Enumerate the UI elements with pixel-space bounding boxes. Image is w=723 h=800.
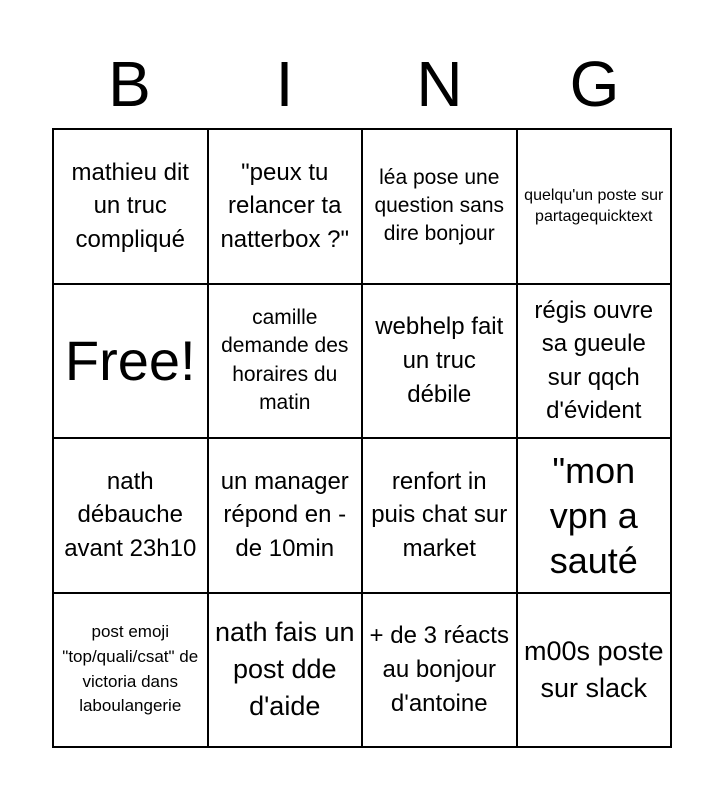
free-space-text: Free! <box>64 328 196 392</box>
cell-text: + de 3 réacts au bonjour d'antoine <box>369 622 509 717</box>
bingo-cell[interactable] <box>362 593 517 748</box>
bingo-cell[interactable] <box>53 129 208 284</box>
bingo-cell-free[interactable] <box>53 284 208 439</box>
bingo-cell[interactable] <box>362 129 517 284</box>
bingo-header <box>52 40 672 128</box>
cell-text: régis ouvre sa gueule sur qqch d'évident <box>534 296 654 425</box>
bingo-cell[interactable] <box>517 129 672 284</box>
header-letter-b: B <box>108 48 151 120</box>
bingo-cell[interactable] <box>208 593 363 748</box>
header-letter-i: I <box>275 48 294 120</box>
cell-text: quelqu'un poste sur partagequicktext <box>524 186 664 226</box>
bingo-board <box>52 128 672 748</box>
header-letter-n: N <box>416 48 463 120</box>
bingo-cell[interactable] <box>53 593 208 748</box>
bingo-cell[interactable] <box>208 129 363 284</box>
cell-text: webhelp fait un truc débile <box>375 313 504 408</box>
bingo-cell[interactable] <box>362 438 517 593</box>
bingo-cell[interactable] <box>208 438 363 593</box>
cell-text: nath fais un post dde d'aide <box>214 616 355 722</box>
bingo-cell[interactable] <box>517 284 672 439</box>
header-letter-g: G <box>569 48 620 120</box>
cell-text: un manager répond en -de 10min <box>220 467 349 563</box>
cell-text: m00s poste sur slack <box>523 635 664 703</box>
bingo-cell[interactable] <box>208 284 363 439</box>
cell-text: nath débauche avant 23h10 <box>64 467 197 563</box>
cell-text: "peux tu relancer ta natterbox ?" <box>220 158 350 254</box>
bingo-cell[interactable] <box>362 284 517 439</box>
bingo-cell[interactable] <box>53 438 208 593</box>
cell-text: camille demande des horaires du matin <box>221 306 349 415</box>
bingo-cell[interactable] <box>517 438 672 593</box>
cell-text: léa pose une question sans dire bonjour <box>374 165 505 246</box>
bingo-cell[interactable] <box>517 593 672 748</box>
cell-text: renfort in puis chat sur market <box>371 467 508 563</box>
cell-text: mathieu dit un truc compliqué <box>71 158 189 254</box>
cell-text: post emoji "top/quali/csat" de victoria dans laboulangerie <box>62 622 199 716</box>
cell-text: "mon vpn a sauté <box>549 449 638 581</box>
